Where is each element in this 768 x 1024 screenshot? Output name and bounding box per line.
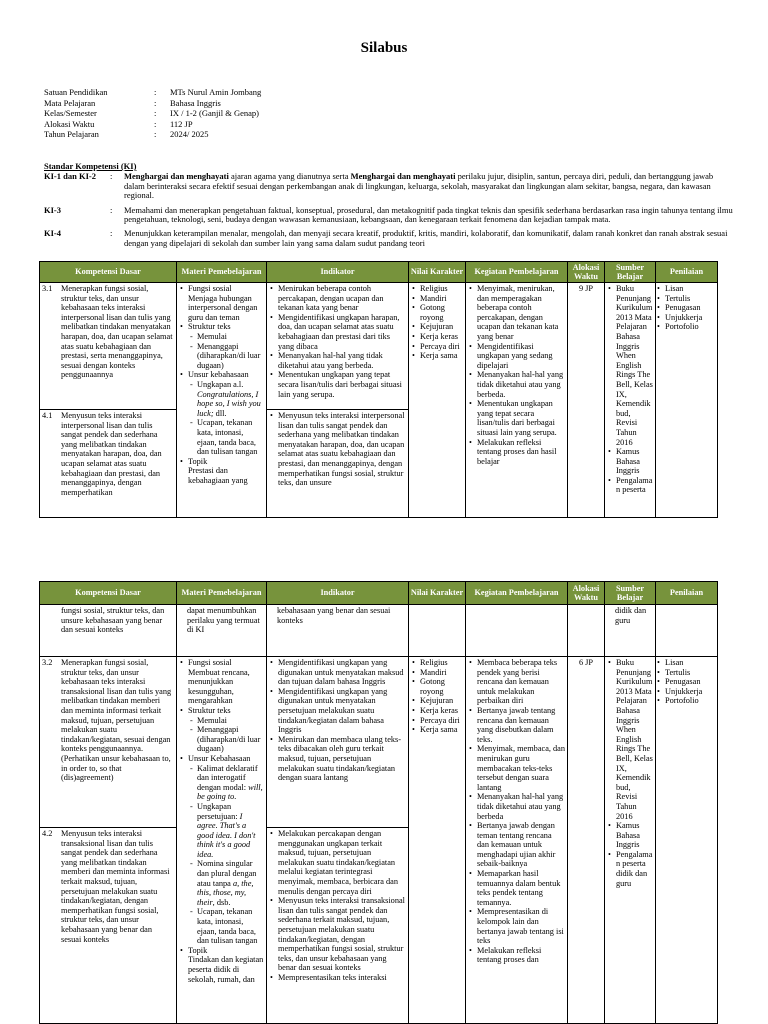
standar-kompetensi	[44, 162, 734, 253]
indikator-item: • Mempresentasikan teks interaksi	[278, 973, 406, 983]
kegiatan-item: • Menanyakan hal-hal yang tidak diketahui atau yang berbeda	[477, 792, 565, 821]
kegiatan-item: • Menyimak, membaca, dan menirukan guru membacakan teks-teks tersebut dengan suara lantang	[477, 744, 565, 792]
indikator-cell	[267, 410, 409, 518]
materi-subitem: - Menanggapi (diharapkan/di luar dugaan)	[197, 725, 264, 754]
kegiatan-cell	[466, 605, 568, 657]
materi-italic: I agree. That's a good idea. I don't think it's a good idea.	[197, 811, 256, 859]
kd-number: 4.1	[42, 411, 53, 420]
nilai-item: • Kejujuran	[420, 322, 463, 332]
materi-item	[188, 946, 264, 984]
indikator-item: • Menirukan dan membaca ulang teks-teks dibacakan oleh guru terkait maksud, tujuan, persetujuan melakukan suatu tindakan/kegiatan dengan suara lantang	[278, 735, 406, 783]
ki-text-part: perilaku jujur, disiplin, santun, percaya diri, peduli, dan bertanggung jawab dalam berinteraksi secara efektif sesuai dengan perkembangan anak di lingkungan, keluarga, sekolah, masyarakat dan lingkungan alam sekitar, bangsa, negara, dan kawasan regional.	[124, 171, 714, 201]
penilaian-item: • Unjukkerja	[665, 313, 715, 323]
kd-number: 3.2	[42, 658, 53, 667]
kegiatan-item: • Bertanya jawab tentang rencana dan kemauan yang disebutkan dalam teks.	[477, 706, 565, 744]
penilaian-item: • Penugasan	[665, 303, 715, 313]
materi-cell: dapat menumbuhkan perilaku yang termuat di KI	[177, 605, 267, 657]
kegiatan-item: • Melakukan refleksi tentang proses dan hasil belajar	[477, 438, 565, 467]
info-value: 112 JP	[170, 118, 193, 129]
ki-label: KI-3	[44, 204, 61, 215]
kegiatan-item: • Melakukan refleksi tentang proses dan	[477, 946, 565, 965]
kegiatan-item: • Memaparkan hasil temuannya dalam bentuk teks pendek tentang temannya.	[477, 869, 565, 907]
header-cell: Kegiatan Pembelajaran	[466, 582, 568, 605]
alokasi-cell: 6 JP	[568, 657, 605, 1024]
header-cell: Indikator	[267, 582, 409, 605]
indikator-item: • Menirukan beberapa contoh percakapan, dengan ucapan dan tekanan kata yang benar	[278, 284, 406, 313]
header-cell: Kegiatan Pembelajaran	[466, 262, 568, 283]
kegiatan-item: • Mempresentasikan di kelompok lain dan bertanya jawab tentang isi teks	[477, 907, 565, 945]
sumber-item: • Buku Penunjang Kurikulum 2013 Mata Pelajaran Bahasa Inggris When English Rings The Bell, Kelas IX, Kemendik bud, Revisi Tahun 2016	[616, 284, 653, 447]
kegiatan-item: • Menanyakan hal-hal yang tidak diketahui atau yang berbeda.	[477, 370, 565, 399]
ki-colon: :	[110, 204, 113, 215]
penilaian-item: • Portofolio	[665, 322, 715, 332]
materi-subitem: - Ucapan, tekanan kata, intonasi, ejaan, tanda baca, dan tulisan tangan	[197, 907, 264, 945]
info-label: Satuan Pendidikan	[44, 87, 108, 97]
nilai-item: • Percaya diri	[420, 716, 463, 726]
info-colon: :	[154, 87, 157, 97]
info-label: Kelas/Semester	[44, 108, 97, 119]
kd-cell: fungsi sosial, struktur teks, dan unsure kebahasaan yang benar dan sesuai konteks	[40, 605, 177, 657]
info-value: 2024/ 2025	[170, 129, 209, 140]
indikator-item: • Menanyakan hal-hal yang tidak diketahui atau yang berbeda.	[278, 351, 406, 370]
materi-item	[188, 284, 264, 322]
materi-item	[188, 658, 264, 706]
materi-item	[188, 370, 264, 456]
nilai-item: • Mandiri	[420, 668, 463, 678]
sumber-item: • Buku Penunjang Kurikulum 2013 Mata Pelajaran Bahasa Inggris When English Rings The Bell, Kelas IX, Kemendik bud, Revisi Tahun 2016	[616, 658, 653, 821]
indikator-item: • Mengidentifikasi ungkapan yang digunakan untuk menyatakan persetujuan melakukan suatu tindakan/kegiatan dalam bahasa Inggris	[278, 687, 406, 735]
kegiatan-item: • Membaca beberapa teks pendek yang berisi rencana dan kemauan untuk melakukan perbaikan diri	[477, 658, 565, 706]
header-cell: Materi Pemebelajaran	[177, 262, 267, 283]
identity-block	[44, 87, 261, 140]
syllabus-table-2	[39, 581, 718, 1024]
ki-text-part: ajaran agama yang dianutnya serta	[228, 171, 351, 182]
nilai-cell	[409, 283, 466, 518]
info-label: Tahun Pelajaran	[44, 129, 99, 140]
kd-cell	[40, 828, 177, 1024]
header-cell: Alokasi Waktu	[568, 262, 605, 283]
indikator-cell	[267, 657, 409, 828]
ki-bold: Menghargai dan menghayati	[124, 171, 229, 182]
table-row	[40, 657, 718, 828]
materi-title: Unsur Kebahasaan	[188, 753, 251, 763]
header-cell: Alokasi Waktu	[568, 582, 605, 605]
ki-text: Memahami dan menerapkan pengetahuan faktual, konseptual, prosedural, dan metakognitif pada tingkat teknis dan spesifik sederhana berdasarkan rasa ingin tahunya tentang ilmu pengetahuan, teknologi, seni, budaya dengan wawasan kemanusiaan, kebangsaan, dan kenegaraan terkait fenomena dan kejadian tampak mata.	[124, 204, 733, 225]
kd-cell	[40, 283, 177, 410]
materi-subitem	[197, 764, 264, 802]
info-value: MTs Nurul Amin Jombang	[170, 87, 262, 97]
ki-text: Menunjukkan keterampilan menalar, mengolah, dan menyaji secara kreatif, produktif, kritis, mandiri, kolaboratif, dan komunikatif, dalam ranah konkret dan ranah abstrak sesuai dengan yang dipelajari di sekolah dan sumber lain yang sama dalam sudut pandang teori	[124, 228, 728, 248]
nilai-item: • Gotong royong	[420, 677, 463, 696]
kd-cell	[40, 657, 177, 828]
alokasi-cell: 9 JP	[568, 283, 605, 518]
materi-item	[188, 706, 264, 754]
info-label: Mata Pelajaran	[44, 97, 96, 108]
kd-text: Menyusun teks interaksi interpersonal lisan dan tulis sangat pendek dan sederhana yang melibatkan tindakan menyatakan harapan, doa, dan ucapan selamat atas suatu kebahagiaan dan prestasi, dan menanggapinya, dengan memperhatikan	[61, 411, 162, 497]
penilaian-item: • Portofolio	[665, 696, 715, 706]
nilai-item: • Kerja keras	[420, 332, 463, 342]
info-colon: :	[154, 129, 157, 140]
materi-text: Kalimat deklaratif dan interogatif dengan modal:	[197, 763, 258, 792]
header-cell: Materi Pemebelajaran	[177, 582, 267, 605]
nilai-item: • Kerja sama	[420, 725, 463, 735]
table-row-continued	[40, 605, 718, 657]
table-row	[40, 283, 718, 410]
materi-subitem: - Memulai	[197, 716, 264, 726]
ki-row	[44, 229, 734, 248]
indikator-item: • Menentukan ungkapan yang tepat secara lisan/tulis dari berbagai situasi lain yang serupa.	[278, 370, 406, 399]
materi-text: Tindakan dan kegiatan peserta didik di sekolah, rumah, dan	[188, 955, 264, 984]
materi-subitem	[197, 380, 264, 418]
header-cell: Sumber Belajar	[605, 582, 656, 605]
nilai-item: • Religius	[420, 658, 463, 668]
materi-cell	[177, 283, 267, 518]
indikator-item: • Menyusun teks interaksi interpersonal lisan dan tulis sangat pendek dan sederhana yang melibatkan tindakan menyatakan harapan, doa, dan ucapan selamat atas suatu kebahagiaan dan prestasi, dan menanggapinya, dengan memperhatikan fungsi sosial, struktur teks, dan unsure	[278, 411, 406, 488]
header-cell: Indikator	[267, 262, 409, 283]
penilaian-item: • Lisan	[665, 658, 715, 668]
header-cell: Nilai Karakter	[409, 582, 466, 605]
nilai-item: • Percaya diri	[420, 342, 463, 352]
indikator-item: • Mengidentifikasi ungkapan harapan, doa, dan ucapan selamat atas suatu kebahagiaan dan prestasi dari tiks yang dibaca	[278, 313, 406, 351]
info-colon: :	[154, 97, 157, 108]
penilaian-cell	[656, 605, 718, 657]
alokasi-cell	[568, 605, 605, 657]
header-cell: Penilaian	[656, 262, 718, 283]
header-cell: Nilai Karakter	[409, 262, 466, 283]
indikator-item: • Menyusun teks interaksi transaksional lisan dan tulis sangat pendek dan sederhana terkait maksud, tujuan, persetujuan melakukan suatu tindakan/kegiatan, dengan memperhatikan fungsi sosial, struktur teks, dan unsur kebahasaan yang benar dan sesuai konteks	[278, 896, 406, 973]
page-title: Silabus	[360, 40, 408, 56]
materi-subitem	[197, 859, 264, 907]
materi-subitem: - Memulai	[197, 332, 264, 342]
penilaian-item: • Unjukkerja	[665, 687, 715, 697]
info-row	[44, 129, 261, 140]
materi-text: , dsb.	[212, 897, 231, 907]
materi-italic: Congratulations, I hope so, I wish you luck;	[197, 389, 261, 418]
nilai-item: • Kerja sama	[420, 351, 463, 361]
sumber-item: • Pengalama n peserta didik dan guru	[616, 850, 653, 888]
ki-colon: :	[110, 171, 113, 182]
materi-title: Struktur teks	[188, 322, 231, 332]
header-cell: Kompetensi Dasar	[40, 582, 177, 605]
penilaian-cell	[656, 283, 718, 518]
ki-colon: :	[110, 228, 113, 239]
kd-number: 4.2	[42, 829, 53, 838]
kegiatan-item: • Bertanya jawab dengan teman tentang rencana dan kemauan untuk menghadapi ujian akhir sebaik-baiknya	[477, 821, 565, 869]
kd-text: Menerapkan fungsi sosial, struktur teks, dan unsur kebahasaan teks interaksi interpersonal lisan dan tulis yang melibatkan tindakan menyatakan harapan, doa, dan ucapan selamat atas suatu kebahagiaan dan prestasi, serta menanggapinya, sesuai dengan konteks penggunaannya	[61, 284, 173, 380]
kd-cell	[40, 410, 177, 518]
ki-row	[44, 206, 734, 225]
materi-title: Topik	[188, 456, 208, 466]
header-cell: Sumber Belajar	[605, 262, 656, 283]
materi-text: Prestasi dan kebahagiaan yang	[188, 466, 248, 485]
materi-subitem: - Menanggapi (diharapkan/di luar dugaan)	[197, 342, 264, 371]
info-label: Alokasi Waktu	[44, 118, 95, 129]
materi-title: Fungsi sosial	[188, 658, 232, 667]
info-value: Bahasa Inggris	[170, 97, 221, 108]
table-header-row	[40, 262, 718, 283]
sumber-cell	[605, 283, 656, 518]
indikator-item: • Mengidentifikasi ungkapan yang digunakan untuk menyatakan maksud dan tujuan dalam bahasa Inggris	[278, 658, 406, 687]
materi-item	[188, 457, 264, 486]
materi-italic: a, the, this, those, my, their	[197, 878, 254, 907]
penilaian-item: • Tertulis	[665, 668, 715, 678]
materi-text: Menjaga hubungan interpersonal dengan guru dan teman	[188, 293, 258, 322]
ki-bold: Menghargai dan menghayati	[350, 171, 456, 182]
nilai-item: • Kerja keras	[420, 706, 463, 716]
materi-title: Topik	[188, 945, 208, 955]
materi-text: Ungkapan a.l.	[197, 379, 244, 389]
materi-italic: will, be going to.	[197, 782, 263, 802]
ki-text	[124, 172, 734, 200]
penilaian-item: • Tertulis	[665, 294, 715, 304]
sumber-item: • Pengalama n peserta	[616, 476, 653, 495]
ki-label: KI-1 dan KI-2	[44, 171, 96, 182]
ki-row	[44, 172, 734, 200]
info-value: IX / 1-2 (Ganjil & Genap)	[170, 108, 259, 119]
kd-number: 3.1	[42, 284, 53, 293]
sumber-cell	[605, 657, 656, 1024]
kegiatan-cell	[466, 283, 568, 518]
sumber-item: • Kamus Bahasa Inggris	[616, 447, 653, 476]
materi-text: dll.	[213, 408, 227, 418]
kegiatan-item: • Mengidentifikasi ungkapan yang sedang dipelajari	[477, 342, 565, 371]
nilai-item: • Kejujuran	[420, 696, 463, 706]
info-row	[44, 98, 261, 109]
kegiatan-cell	[466, 657, 568, 1024]
indikator-cell: kebahasaan yang benar dan sesuai konteks	[267, 605, 409, 657]
indikator-cell	[267, 828, 409, 1024]
nilai-item: • Gotong royong	[420, 303, 463, 322]
syllabus-table-1	[39, 261, 718, 518]
sumber-cell: didik dan guru	[605, 605, 656, 657]
materi-text: Nomina singular dan plural dengan atau tanpa	[197, 859, 257, 888]
ki-label: KI-4	[44, 228, 61, 239]
kd-text: Menyusun teks interaksi transaksional lisan dan tulis sangat pendek dan sederhana yang melibatkan tindakan memberi dan meminta informasi terkait maksud, tujuan, persetujuan melakukan suatu tindakan/kegiatan, dengan memperhatikan fungsi sosial, struktur teks, dan unsur kebahasaan yang benar dan sesuai konteks	[61, 829, 170, 944]
materi-title: Unsur kebahasaan	[188, 370, 249, 380]
nilai-item: • Religius	[420, 284, 463, 294]
sumber-item: • Kamus Bahasa Inggris	[616, 821, 653, 850]
info-colon: :	[154, 118, 157, 129]
nilai-cell	[409, 605, 466, 657]
info-colon: :	[154, 108, 157, 119]
header-cell: Penilaian	[656, 582, 718, 605]
info-row	[44, 87, 261, 98]
materi-title: Fungsi sosial	[188, 284, 232, 293]
materi-subitem: - Ucapan, tekanan kata, intonasi, ejaan, tanda baca, dan tulisan tangan	[197, 418, 264, 456]
indikator-cell	[267, 283, 409, 410]
indikator-item: • Melakukan percakapan dengan menggunakan ungkapan terkait maksud, tujuan, persetujuan melakukan suatu tindakan/kegiatan melalui kegiatan terintegrasi menyimak, membaca, berbicara dan menulis dengan percaya diri	[278, 829, 406, 896]
materi-item	[188, 754, 264, 946]
header-cell: Kompetensi Dasar	[40, 262, 177, 283]
penilaian-item: • Penugasan	[665, 677, 715, 687]
kd-text: Menerapkan fungsi sosial, struktur teks, dan unsur kebahasaan teks interaksi transaksional lisan dan tulis yang melibatkan tindakan memberi dan meminta informasi terkait maksud, tujuan, persetujuan melakukan suatu tindakan/kegiatan, sesuai dengan konteks penggunaannya. (Perhatikan unsur kebahasaan to, in order to, so that (dis)agreement)	[61, 658, 172, 783]
table-header-row	[40, 582, 718, 605]
materi-text: Ungkapan persetujuan:	[197, 801, 240, 821]
materi-cell	[177, 657, 267, 1024]
materi-text: Membuat rencana, menunjukkan kesungguhan, mengarahkan	[188, 667, 250, 706]
info-row	[44, 108, 261, 119]
materi-title: Struktur teks	[188, 705, 231, 715]
standar-heading: Standar Kompetensi (KI)	[44, 161, 137, 171]
kegiatan-item: • Menentukan ungkapan yang tepat secara lisan/tulis dari berbagai situasi lain yang serupa.	[477, 399, 565, 437]
nilai-item: • Mandiri	[420, 294, 463, 304]
nilai-cell	[409, 657, 466, 1024]
penilaian-cell	[656, 657, 718, 1024]
materi-subitem	[197, 802, 264, 860]
penilaian-item: • Lisan	[665, 284, 715, 294]
info-row	[44, 119, 261, 130]
kegiatan-item: • Menyimak, menirukan, dan memperagakan beberapa contoh percakapan, dengan ucapan dan tekanan kata yang benar	[477, 284, 565, 342]
materi-item	[188, 322, 264, 370]
